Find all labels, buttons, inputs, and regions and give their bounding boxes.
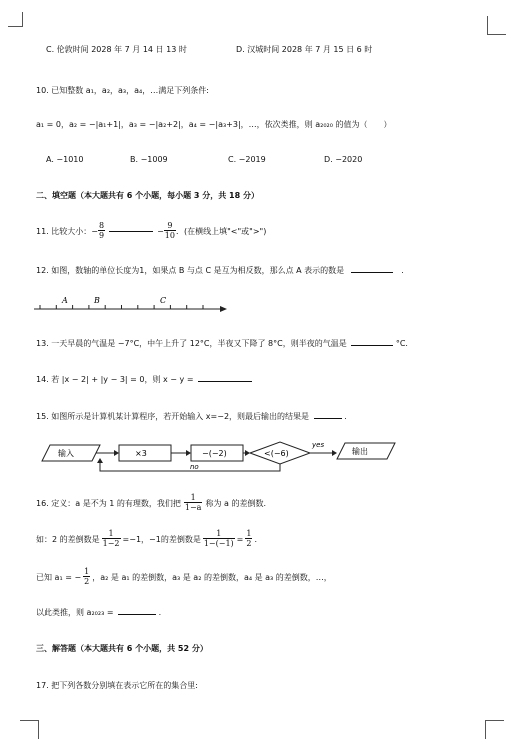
q11-answer-blank[interactable] xyxy=(109,231,153,232)
q15-answer-blank[interactable] xyxy=(314,418,342,419)
q13 xyxy=(36,338,408,349)
q16-example-text: 如：2 的差倒数是 xyxy=(36,534,100,544)
flow-no-label: no xyxy=(190,463,199,471)
q10-option-c: C. −2019 xyxy=(228,155,266,164)
crop-mark-top-right xyxy=(487,16,506,35)
q10-conditions: a₁ = 0，a₂ = −|a₁+1|，a₃ = −|a₂+2|，a₄ = −|a₃+3|，…，依次类推，则 a₂₀₂₀ 的值为（ ） xyxy=(36,120,392,129)
flow-output-label: 输出 xyxy=(352,447,368,456)
q16-example-equals: = xyxy=(236,534,244,544)
flow-multiply-label: ×3 xyxy=(135,449,147,458)
q15 xyxy=(36,411,347,422)
crop-mark-bottom-left xyxy=(20,720,39,739)
q16-given-fraction: $\frac{1}{2}$ xyxy=(84,567,90,586)
q16-definition-text: 16. 定义：a 是不为 1 的有理数，我们把 xyxy=(36,498,181,508)
q9-option-c: C. 伦敦时间 2028 年 7 月 14 日 13 时 xyxy=(46,45,187,54)
q10-option-b: B. −1009 xyxy=(130,155,168,164)
q16-definition-tail: 称为 a 的差倒数. xyxy=(205,498,266,508)
flow-input-label: 输入 xyxy=(58,449,74,458)
q13-text: 13. 一天早晨的气温是 −7°C，中午上升了 12°C，半夜又下降了 8°C，则半夜的气温是 xyxy=(36,339,347,348)
q16-line-1 xyxy=(36,494,266,512)
q11 xyxy=(36,222,266,240)
q16-line-3 xyxy=(36,568,332,586)
point-a-label: A xyxy=(62,296,68,305)
crop-mark-bottom-right xyxy=(485,720,504,739)
q15-text: 15. 如图所示是计算机某计算程序，若开始输入 x=−2，则最后输出的结果是 xyxy=(36,412,310,421)
q16-line-4: 以此类推，则 a₂₀₂₃ = . xyxy=(36,608,162,617)
q9-option-d: D. 汉城时间 2028 年 7 月 15 日 6 时 xyxy=(236,45,373,54)
q16-example-fraction-2: $\frac{1}{1-(-1)}$ xyxy=(203,529,234,548)
number-line-ticks xyxy=(40,305,203,309)
q16-example-mid: =−1，−1的差倒数是 xyxy=(122,534,201,544)
q16-answer-blank[interactable] xyxy=(118,614,156,615)
flowchart xyxy=(40,437,400,477)
q16-line-2 xyxy=(36,530,257,548)
q16-example-fraction-1: $\frac{1}{1-2}$ xyxy=(102,529,120,548)
q12-period: . xyxy=(401,266,404,275)
section-2-heading: 二、填空题（本大题共有 6 个小题，每小题 3 分，共 18 分） xyxy=(36,191,259,200)
q10-stem: 10. 已知整数 a₁，a₂，a₃，a₄，…满足下列条件: xyxy=(36,86,209,95)
q16-example-period: . xyxy=(254,534,257,544)
q16-question-text: 以此类推，则 a₂₀₂₃ = xyxy=(36,608,114,617)
q11-minus: − xyxy=(157,226,164,236)
q16-example-fraction-3: $\frac{1}{2}$ xyxy=(246,529,252,548)
q14-answer-blank[interactable] xyxy=(198,381,252,382)
q16-given-text: 已知 a₁ = − xyxy=(36,572,82,582)
q11-fraction-2: $\frac{9}{10}$ xyxy=(164,221,175,240)
q15-period: . xyxy=(344,412,347,421)
q14-text: 14. 若 |x − 2| + |y − 3| = 0，则 x − y = xyxy=(36,375,194,384)
q10-option-d: D. −2020 xyxy=(324,155,363,164)
q16-given-tail: ，a₂ 是 a₁ 的差倒数，a₃ 是 a₂ 的差倒数，a₄ 是 a₃ 的差倒数，…， xyxy=(92,572,332,582)
q11-fraction-1: $\frac{8}{9}$ xyxy=(98,221,105,240)
number-line-arrow-icon xyxy=(220,306,227,312)
q12-answer-blank[interactable] xyxy=(351,272,393,273)
section-3-heading: 三、解答题（本大题共有 6 个小题，共 52 分） xyxy=(36,644,208,653)
q12-text: 12. 如图，数轴的单位长度为1，如果点 B 与点 C 是互为相反数，那么点 A 表示的数是 xyxy=(36,266,345,275)
q16-definition-fraction: $\frac{1}{1-a}$ xyxy=(184,493,202,512)
flow-yes-label: yes xyxy=(312,441,325,449)
q17-text: 17. 把下列各数分别填在表示它所在的集合里: xyxy=(36,681,198,690)
q14 xyxy=(36,374,252,385)
q10-option-a: A. −1010 xyxy=(46,155,84,164)
point-c-label: C xyxy=(160,296,167,305)
point-b-label: B xyxy=(94,296,100,305)
q13-unit: °C. xyxy=(395,339,408,348)
flow-condition-label: <(−6) xyxy=(264,449,289,458)
q12 xyxy=(36,265,404,276)
q11-instruction: ．(在横线上填"<"或">") xyxy=(175,226,267,236)
q11-label: 11. 比较大小：− xyxy=(36,226,98,236)
flow-subtract-label: −(−2) xyxy=(202,449,227,458)
number-line xyxy=(30,292,230,318)
crop-mark-top-left xyxy=(8,12,23,27)
q13-answer-blank[interactable] xyxy=(351,345,393,346)
